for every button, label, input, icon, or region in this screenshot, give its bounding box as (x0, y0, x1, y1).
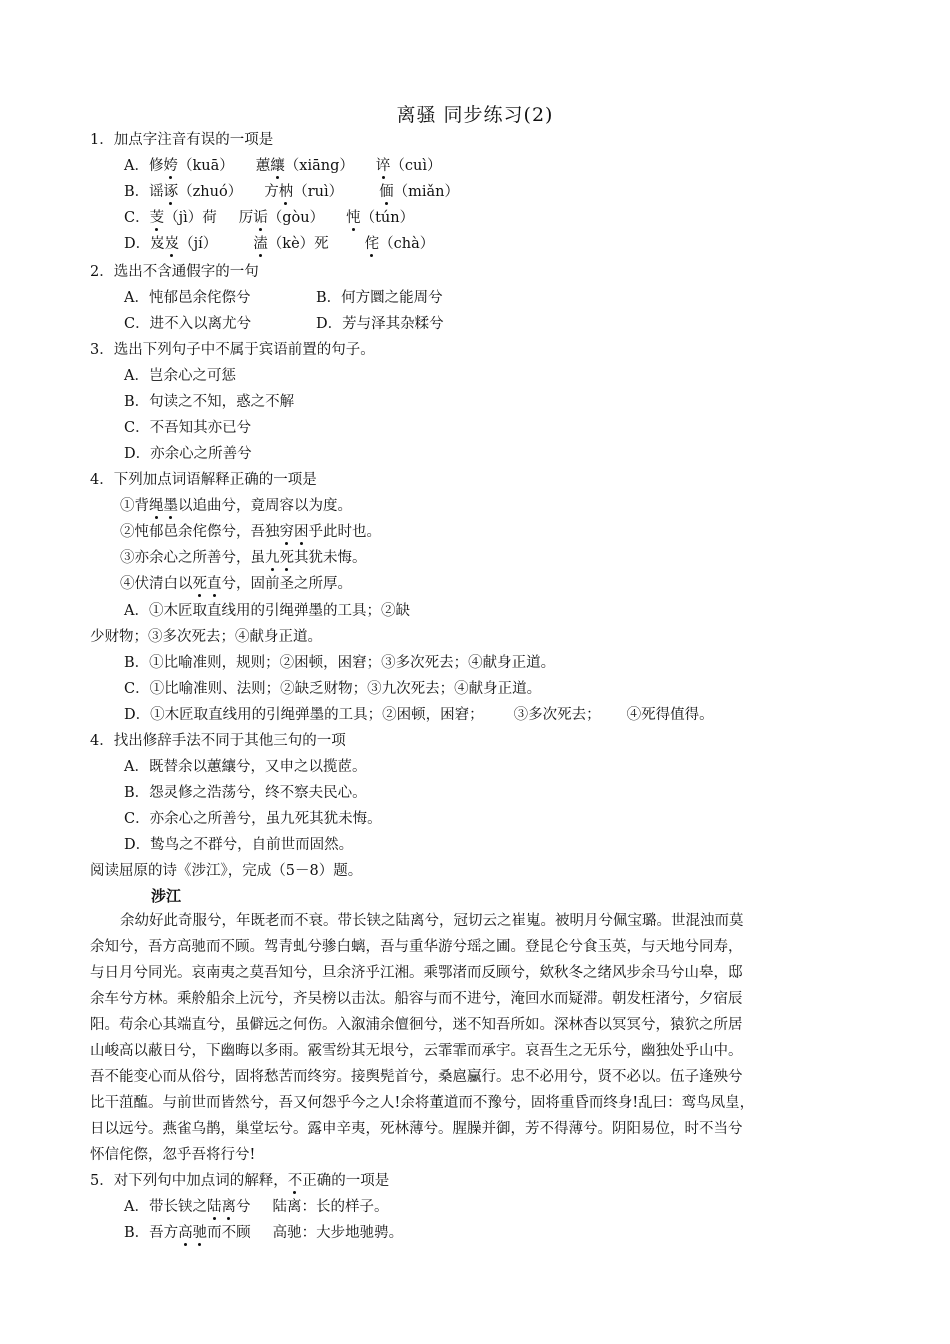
passage-line: 怀信侘傺，忽乎吾将行兮! (90, 1147, 256, 1163)
q5-option-a: A．带长铗之陆离兮 陆离：长的样子。 (124, 1199, 389, 1215)
q4-sentence-1: ①背绳墨以追曲兮，竟周容以为度。 (120, 498, 352, 514)
q1-option-d: D．岌岌（jí） 溘（kè）死 侘（chà） (124, 236, 435, 252)
q4b-option-c: C．亦余心之所善兮，虽九死其犹未悔。 (124, 811, 382, 827)
passage-line: 山峻高以蔽日兮，下幽晦以多雨。霰雪纷其无垠兮，云霏霏而承宇。哀吾生之无乐兮，幽独处乎山中。 (90, 1043, 743, 1059)
q5-option-b: B．吾方高驰而不顾 高驰：大步地驰骋。 (124, 1225, 404, 1241)
q4-option-c: C．①比喻准则、法则；②缺乏财物；③九次死去；④献身正道。 (124, 681, 542, 697)
passage-line: 余车兮方林。乘舲船余上沅兮，齐吴榜以击汰。船容与而不进兮，淹回水而疑滞。朝发枉渚兮，夕宿辰 (90, 991, 743, 1007)
q4b-stem: 4．找出修辞手法不同于其他三句的一项 (90, 733, 346, 749)
q1-option-a: A．修姱（kuā） 蕙纕（xiāng） 谇（cuì） (124, 158, 442, 174)
page-title: 离骚 同步练习(2) (396, 104, 554, 126)
q4b-option-d: D．鸷鸟之不群兮，自前世而固然。 (124, 837, 354, 853)
q1-option-b: B．谣诼（zhuó） 方枘（ruì） 偭（miǎn） (124, 184, 459, 200)
q3-stem: 3．选出下列句子中不属于宾语前置的句子。 (90, 342, 375, 358)
q2-option-d: D．芳与泽其杂糅兮 (316, 316, 444, 332)
q4-sentence-4: ④伏清白以死直兮，固前圣之所厚。 (120, 576, 352, 592)
q3-option-b: B．句读之不知，惑之不解 (124, 394, 295, 410)
q4-stem: 4．下列加点词语解释正确的一项是 (90, 472, 317, 488)
q4-option-d: D．①木匠取直线用的引绳弹墨的工具；②困顿，困窘； ③多次死去； ④死得值得。 (124, 707, 714, 723)
q5-stem: 5．对下列句中加点词的解释，不正确的一项是 (90, 1173, 390, 1189)
q4-option-b: B．①比喻准则，规则；②困顿，困窘；③多次死去；④献身正道。 (124, 655, 556, 671)
reading-heading: 涉江 (151, 887, 182, 905)
q2-option-b: B．何方圜之能周兮 (316, 290, 443, 306)
q4b-option-a: A．既替余以蕙纕兮，又申之以揽茝。 (124, 759, 367, 775)
q1-option-c: C．芰（jì）荷 厉诟（gòu） 忳（tún） (124, 210, 415, 226)
q3-option-a: A．岂余心之可惩 (124, 368, 236, 384)
q2-option-c: C．进不入以离尤兮 (124, 316, 252, 332)
reading-intro: 阅读屈原的诗《涉江》，完成（5－8）题。 (90, 863, 363, 879)
q2-option-a: A．忳郁邑余侘傺兮 (124, 290, 251, 306)
q4-option-a-line2: 少财物；③多次死去；④献身正道。 (90, 629, 322, 645)
passage-line: 与日月兮同光。哀南夷之莫吾知兮，旦余济乎江湘。乘鄂渚而反顾兮，欸秋冬之绪风步余马兮山皋，邸 (90, 965, 743, 981)
q4-sentence-2: ②忳郁邑余侘傺兮，吾独穷困乎此时也。 (120, 524, 381, 540)
passage-line: 余知兮，吾方高驰而不顾。驾青虬兮骖白螭，吾与重华游兮瑶之圃。登昆仑兮食玉英，与天地兮同寿， (90, 939, 743, 955)
passage-line: 吾不能变心而从俗兮，固将愁苦而终穷。接舆髡首兮，桑扈臝行。忠不必用兮，贤不必以。伍子逢殃兮 (90, 1069, 743, 1085)
q4-sentence-3: ③亦余心之所善兮，虽九死其犹未悔。 (120, 550, 367, 566)
passage-line: 日以远兮。燕雀乌鹊，巢堂坛兮。露申辛夷，死林薄兮。腥臊并御，芳不得薄兮。阴阳易位，时不当兮 (90, 1121, 743, 1137)
q4-option-a-line1: A．①木匠取直线用的引绳弹墨的工具；②缺 (124, 603, 410, 619)
q3-option-d: D．亦余心之所善兮 (124, 446, 252, 462)
passage-line: 比干菹醢。与前世而皆然兮，吾又何怨乎今之人!余将董道而不豫兮，固将重昏而终身!乱曰：鸾鸟凤皇， (90, 1095, 755, 1111)
q4b-option-b: B．怨灵修之浩荡兮，终不察夫民心。 (124, 785, 367, 801)
q1-stem: 1．加点字注音有误的一项是 (90, 132, 274, 148)
passage-line: 余幼好此奇服兮，年既老而不衰。带长铗之陆离兮，冠切云之崔嵬。被明月兮佩宝璐。世混浊而莫 (120, 913, 744, 929)
q2-stem: 2．选出不含通假字的一句 (90, 264, 259, 280)
passage-line: 阳。苟余心其端直兮，虽僻远之何伤。入溆浦余儃徊兮，迷不知吾所如。深林杳以冥冥兮，猿狖之所居 (90, 1017, 743, 1033)
q3-option-c: C．不吾知其亦已兮 (124, 420, 252, 436)
